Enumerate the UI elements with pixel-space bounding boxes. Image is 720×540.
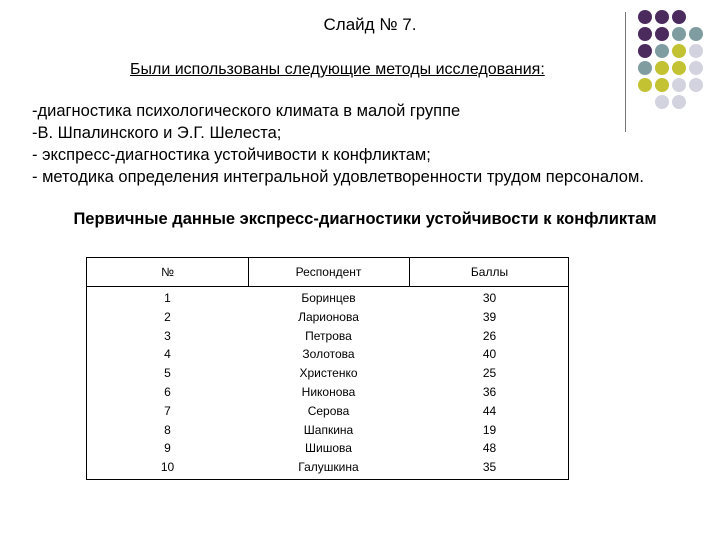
cell-respondent: Боринцев xyxy=(301,291,356,305)
method-item: -В. Шпалинского и Э.Г. Шелеста; xyxy=(32,124,282,142)
cell-respondent: Никонова xyxy=(301,384,356,399)
method-item: - методика определения интегральной удовлетворенности трудом персоналом. xyxy=(32,168,644,186)
cell-score: 39 xyxy=(482,309,497,324)
cell-score: 35 xyxy=(482,460,497,475)
decorative-divider xyxy=(625,12,626,132)
cell-respondent: Золотова xyxy=(302,347,355,362)
decorative-dot xyxy=(672,27,686,41)
cell-score: 26 xyxy=(482,328,497,343)
table-heading: Первичные данные экспресс-диагностики устойчивости к конфликтам xyxy=(73,210,657,228)
cell-respondent: Серова xyxy=(307,403,350,418)
cell-respondent: Шишова xyxy=(305,441,352,456)
cell-number: 7 xyxy=(164,403,171,418)
decorative-dot xyxy=(655,95,669,109)
decorative-dot xyxy=(689,61,703,75)
cell-number: 3 xyxy=(164,328,171,343)
method-item: - экспресс-диагностика устойчивости к конфликтам; xyxy=(32,146,431,164)
methods-list xyxy=(32,100,644,188)
cell-number: 9 xyxy=(164,441,171,456)
decorative-dot xyxy=(655,78,669,92)
decorative-dot xyxy=(672,95,686,109)
decorative-dot xyxy=(672,78,686,92)
column-respondent xyxy=(248,289,409,477)
decorative-dot xyxy=(638,78,652,92)
slide-title: Слайд № 7. xyxy=(323,15,417,34)
decorative-dot xyxy=(689,78,703,92)
column-score xyxy=(409,289,570,477)
decorative-dot xyxy=(689,44,703,58)
decorative-dot xyxy=(638,10,652,24)
cell-respondent: Шапкина xyxy=(303,422,354,437)
decorative-dot xyxy=(672,10,686,24)
header-respondent: Респондент xyxy=(295,265,362,279)
cell-number: 5 xyxy=(164,366,171,381)
header-score: Баллы xyxy=(470,265,509,279)
cell-respondent: Ларионова xyxy=(298,309,359,324)
methods-subtitle: Были использованы следующие методы исследования: xyxy=(130,61,545,78)
cell-score: 44 xyxy=(482,403,497,418)
decorative-dot xyxy=(655,44,669,58)
decorative-dot xyxy=(655,27,669,41)
decorative-dot xyxy=(638,44,652,58)
cell-number: 6 xyxy=(164,384,171,399)
cell-score: 30 xyxy=(482,291,497,305)
cell-number: 2 xyxy=(164,309,171,324)
decorative-dot xyxy=(655,10,669,24)
decorative-dot xyxy=(689,27,703,41)
decorative-dot xyxy=(655,61,669,75)
cell-score: 25 xyxy=(482,366,497,381)
cell-score: 36 xyxy=(482,384,497,399)
decorative-dot xyxy=(638,61,652,75)
cell-score: 19 xyxy=(482,422,497,437)
cell-respondent: Христенко xyxy=(299,366,358,381)
decorative-dot xyxy=(638,27,652,41)
decorative-dot xyxy=(672,44,686,58)
cell-number: 10 xyxy=(160,460,175,475)
method-item: -диагностика психологического климата в малой группе xyxy=(32,102,461,120)
decorative-dot xyxy=(672,61,686,75)
cell-respondent: Галушкина xyxy=(298,460,359,475)
header-underline xyxy=(87,286,568,287)
scores-table xyxy=(86,257,569,480)
cell-score: 40 xyxy=(482,347,497,362)
cell-number: 8 xyxy=(164,422,171,437)
cell-number: 4 xyxy=(164,347,171,362)
header-divider xyxy=(409,258,410,286)
column-number xyxy=(87,289,248,477)
cell-number: 1 xyxy=(164,291,171,305)
cell-score: 48 xyxy=(482,441,497,456)
header-number: № xyxy=(161,265,174,279)
header-divider xyxy=(248,258,249,286)
cell-respondent: Петрова xyxy=(305,328,352,343)
